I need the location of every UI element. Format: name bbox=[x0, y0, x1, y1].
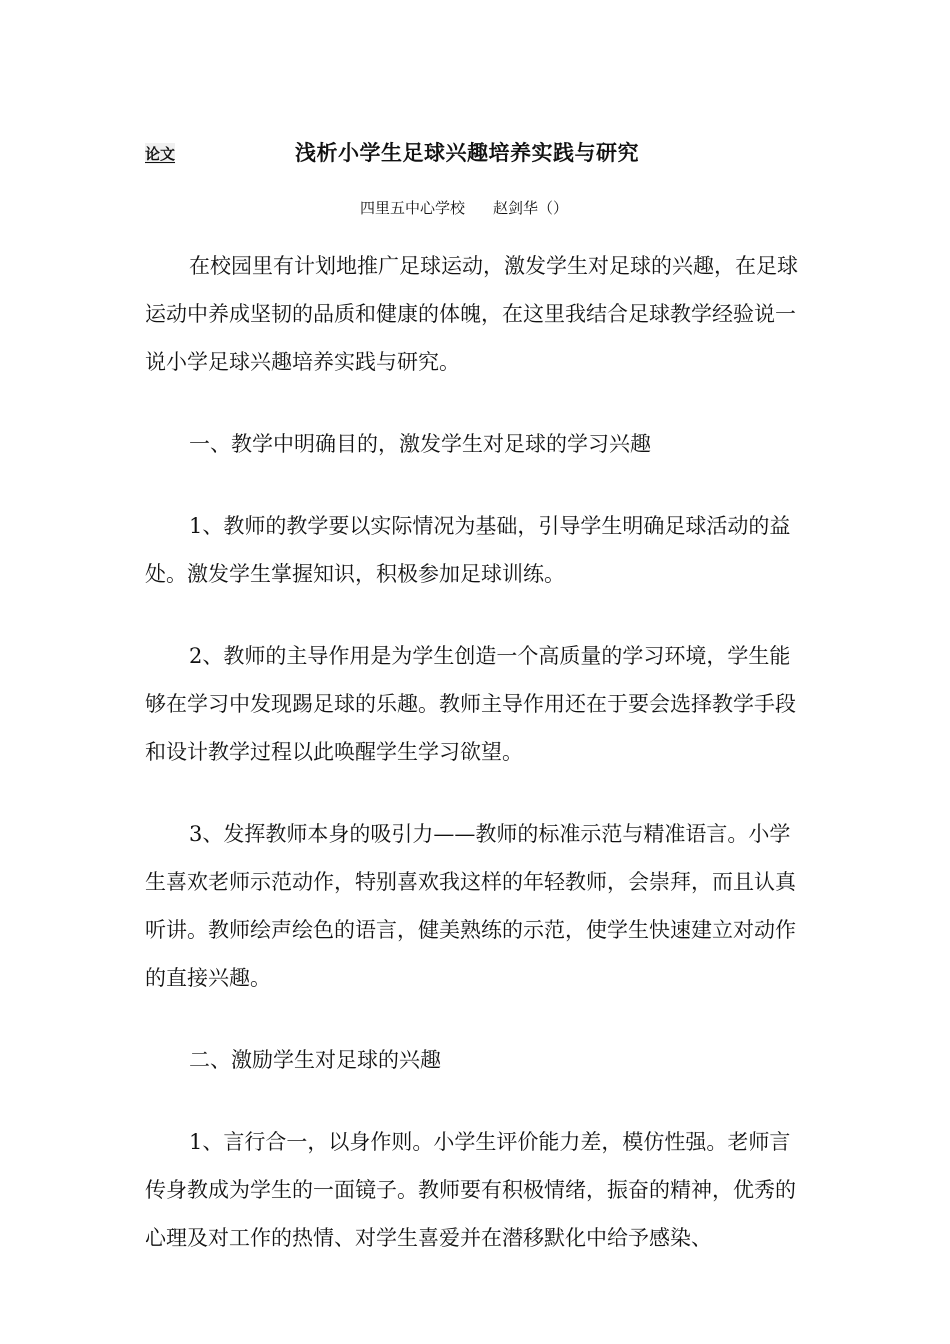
author-line bbox=[360, 197, 568, 218]
paragraph-2-1: 1、言行合一，以身作则。小学生评价能力差，模仿性强。老师言传身教成为学生的一面镜子。教师要有积极情绪，振奋的精神，优秀的心理及对工作的热情、对学生喜爱并在潜移默化中给予感染、 bbox=[145, 1130, 796, 1250]
school-name: 四里五中心学校 bbox=[360, 199, 466, 217]
document-body bbox=[145, 242, 809, 1262]
paragraph-1-2: 2、教师的主导作用是为学生创造一个高质量的学习环境，学生能够在学习中发现踢足球的乐趣。教师主导作用还在于要会选择教学手段和设计教学过程以此唤醒学生学习欲望。 bbox=[145, 644, 796, 764]
paper-title: 浅析小学生足球兴趣培养实践与研究 bbox=[295, 141, 639, 165]
paragraph-intro: 在校园里有计划地推广足球运动，激发学生对足球的兴趣，在足球运动中养成坚韧的品质和健康的体魄，在这里我结合足球教学经验说一说小学足球兴趣培养实践与研究。 bbox=[145, 254, 798, 374]
paragraph-1-1: 1、教师的教学要以实际情况为基础，引导学生明确足球活动的益处。激发学生掌握知识，积极参加足球训练。 bbox=[145, 514, 791, 586]
paper-tag: 论文 bbox=[145, 145, 176, 163]
section-heading-2: 二、激励学生对足球的兴趣 bbox=[189, 1048, 441, 1072]
author-name: 赵剑华（） bbox=[493, 199, 569, 217]
section-heading-1: 一、教学中明确目的，激发学生对足球的学习兴趣 bbox=[189, 432, 651, 456]
paragraph-1-3: 3、发挥教师本身的吸引力——教师的标准示范与精准语言。小学生喜欢老师示范动作，特别喜欢我这样的年轻教师，会崇拜，而且认真听讲。教师绘声绘色的语言，健美熟练的示范，使学生快速建立对动作的直接兴趣。 bbox=[145, 822, 796, 990]
